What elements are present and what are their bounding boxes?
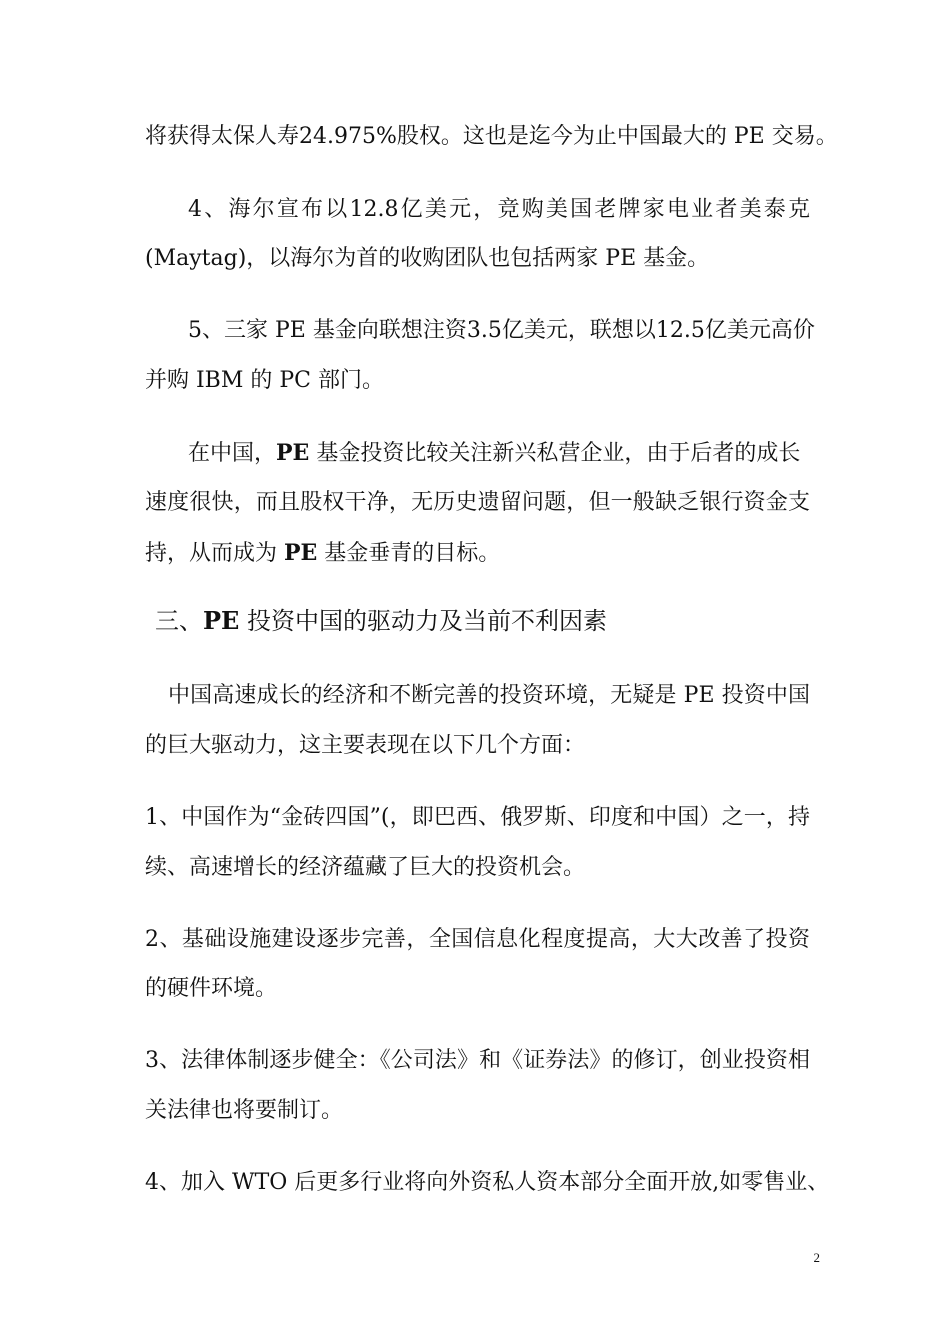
bold-text-run: PE [284, 540, 318, 566]
paragraph-line: 4、海尔宣布以12.8亿美元，竞购美国老牌家电业者美泰克 [188, 197, 810, 222]
paragraph-line: 2、基础设施建设逐步完善，全国信息化程度提高，大大改善了投资 [145, 927, 810, 952]
paragraph-line: 的巨大驱动力，这主要表现在以下几个方面： [145, 733, 586, 758]
paragraph-line: 并购 IBM 的 PC 部门。 [145, 368, 384, 393]
paragraph-line: 的硬件环境。 [145, 976, 278, 1001]
text-run: 基金垂青的目标。 [317, 541, 501, 566]
section-heading [155, 606, 815, 636]
paragraph-line: 4、加入 WTO 后更多行业将向外资私人资本部分全面开放,如零售业、 [145, 1170, 830, 1195]
heading-text-run: 投资中国的驱动力及当前不利因素 [239, 607, 607, 635]
paragraph-line [145, 538, 810, 569]
paragraph-line: 续、高速增长的经济蕴藏了巨大的投资机会。 [145, 855, 586, 880]
bold-text-run: PE [276, 440, 310, 466]
paragraph-line: 速度很快，而且股权干净，无历史遗留问题，但一般缺乏银行资金支 [145, 490, 810, 515]
text-run: 持，从而成为 [145, 541, 284, 566]
paragraph-line: 关法律也将要制订。 [145, 1098, 344, 1123]
text-run: 基金投资比较关注新兴私营企业，由于后者的成长 [309, 441, 801, 466]
paragraph-line: 5、三家 PE 基金向联想注资3.5亿美元，联想以12.5亿美元高价 [188, 318, 815, 343]
paragraph-line: 中国高速成长的经济和不断完善的投资环境，无疑是 PE 投资中国 [168, 683, 810, 708]
heading-text-run: 三、 [155, 607, 203, 635]
paragraph-line [188, 438, 810, 469]
bold-text-run: PE [203, 606, 240, 635]
paragraph-line: 3、法律体制逐步健全：《公司法》和《证券法》的修订，创业投资相 [145, 1048, 810, 1073]
paragraph-line: 1、中国作为“金砖四国”(，即巴西、俄罗斯、印度和中国）之一，持 [145, 805, 810, 830]
paragraph-line: 将获得太保人寿24.975%股权。这也是迄今为止中国最大的 PE 交易。 [145, 124, 838, 149]
paragraph-line: (Maytag)，以海尔为首的收购团队也包括两家 PE 基金。 [145, 246, 710, 271]
page-number: 2 [813, 1250, 820, 1265]
text-run: 在中国， [188, 441, 277, 466]
